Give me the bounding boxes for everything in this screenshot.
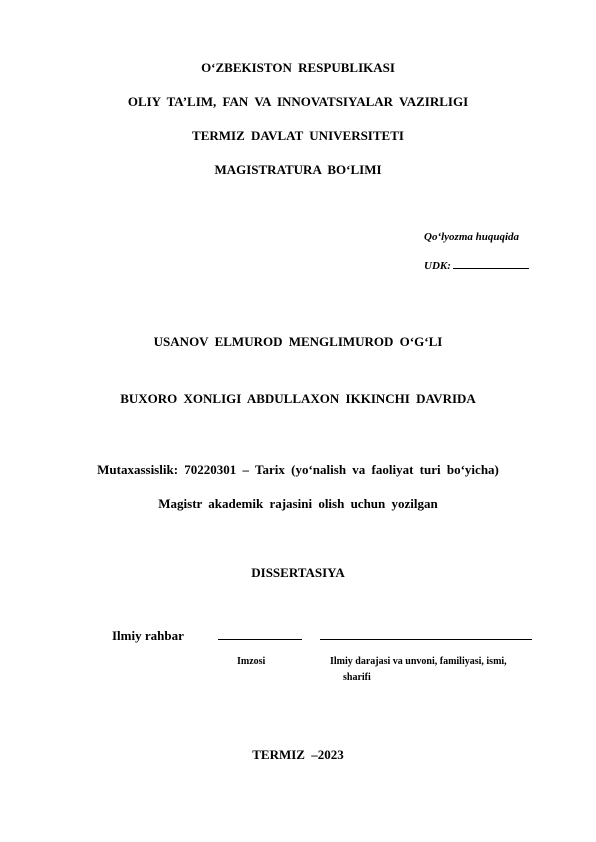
signature-line xyxy=(218,639,302,640)
author-name: USANOV ELMUROD MENGLIMUROD O‘G‘LI xyxy=(153,334,443,349)
supervisor-label: Ilmiy rahbar xyxy=(112,628,184,643)
manuscript-rights-label: Qo‘lyozma huquqida xyxy=(424,231,520,243)
place-year-footer: TERMIZ –2023 xyxy=(252,747,344,762)
department-heading: MAGISTRATURA BO‘LIMI xyxy=(214,162,382,177)
republic-heading: O‘ZBEKISTON RESPUBLIKASI xyxy=(201,60,395,75)
specialty-line: Mutaxassislik: 70220301 – Tarix (yo‘nalish va faoliyat turi bo‘yicha) xyxy=(97,462,499,477)
signature-caption: Imzosi xyxy=(237,656,266,667)
dissertation-topic: BUXORO XONLIGI ABDULLAXON IKKINCHI DAVRIDA xyxy=(120,391,476,406)
supervisor-details-caption: Ilmiy darajasi va unvoni, familiyasi, ismi, xyxy=(330,656,507,667)
document-type: DISSERTASIYA xyxy=(251,565,345,580)
udk-blank-line xyxy=(453,258,529,269)
udk-label: UDK: xyxy=(424,260,451,272)
udk-field xyxy=(424,258,529,272)
university-heading: TERMIZ DAVLAT UNIVERSITETI xyxy=(192,128,404,143)
ministry-heading: OLIY TA’LIM, FAN VA INNOVATSIYALAR VAZIRLIGI xyxy=(127,94,469,109)
supervisor-details-line xyxy=(320,639,532,640)
degree-purpose-line: Magistr akademik rajasini olish uchun yozilgan xyxy=(158,496,438,511)
supervisor-details-caption-cont: sharifi xyxy=(343,672,371,683)
